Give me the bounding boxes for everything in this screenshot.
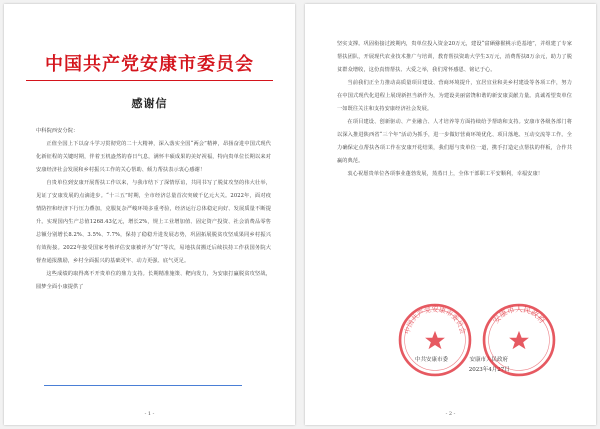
- letter-page-1: [4, 4, 295, 425]
- signature-party: 中共安康市委: [415, 357, 449, 363]
- page-number: - 1 -: [144, 411, 155, 417]
- svg-text:安康市人民政府: [490, 304, 547, 326]
- body-paragraph: 正值全国上下以奋斗学习贯彻党的二十大精神，深入落实全国“两会”精神，昂扬奋进中国式现代化新征程的关键时期，伴着玉机盎然的春日气息，满怀丰硕成果的美好祝福，特向贵单位长期以来对安康经济社会发展和乡村振兴工作的关心帮助、倾力帮扶表示衷心感谢！: [36, 141, 271, 173]
- government-seal: [481, 302, 557, 378]
- body-paragraph: 这些成绩的取得离不开贵单位的鼎力支持。长期精准施策、靶向发力，为安康打赢脱贫攻坚战，圆梦全面小康提供了: [36, 271, 271, 290]
- letterhead: 中国共产党安康市委员会: [45, 54, 254, 75]
- seal-text: 安康市人民政府: [491, 304, 547, 326]
- letter-title: 感谢信: [131, 97, 168, 110]
- body-paragraph: 自贵单位到安康开展帮扶工作以来，与我市结下了深情厚谊，共同书写了脱贫攻坚的伟大壮举，见证了安康发展的点滴进步。“十三五”时期，全市经济总量首次突破千亿元大关。2022年，面对疫情防控和经济下行压力叠加，克服复杂严峻环境多重考验，经济运行总体稳定向好、发展质量不断提升。实现国内生产总值1268.43亿元，增长2%，规上工业增加值、固定资产投资、社会消费品零售总额分别增长8.2%、3.5%、7.7%，保持了稳稳升进发展态势，巩固拓展脱贫攻坚成果同乡村振兴有效衔接。2022年接受国家考核评估安康被评为“好”等次，易地扶贫搬迁后续扶持工作获国务院大督查通报激励，乡村全面振兴的基础更牢、动力更强、底气更足。: [36, 180, 271, 264]
- letter-body-page-2: [337, 38, 572, 181]
- body-paragraph: 当前我们正全力推动高质量项目建设、营商环境提升，宜居宜业和美乡村建设等各项工作，努力在中国式现代化进程上展现新担当新作为，为建设美丽富饶和谐的新安康贡献力量。真诚希望贵单位一如既往关注和支持安康经济社会发展。: [337, 80, 572, 112]
- body-paragraph: 坚实支撑。巩固衔接过渡期内，贵单位投入资金20万元，建设“富硒猕猴桃示范基地”，并组建了专家帮扶团队，开展现代农业技术推广与培训，教育帮扶资助大学生3万元，消费帮扶8万余元，助力了脱贫群众增收，这份真情帮扶、大爱之举，我们常怀感恩、铭记于心。: [337, 41, 572, 73]
- page-number: - 2 -: [445, 411, 456, 417]
- seal-text: 中国共产党安康市委员会: [403, 305, 467, 335]
- party-committee-seal: [397, 302, 473, 378]
- highlight-underline: [44, 385, 242, 386]
- letter-body-page-1: [36, 125, 271, 294]
- body-paragraph: 衷心祝愿贵单位各项事业蓬勃发展，蒸蒸日上，全体干部职工平安顺利，幸福安康！: [347, 171, 544, 177]
- letterhead-rule: [26, 80, 273, 81]
- salutation: 中科院西安分院：: [36, 128, 79, 134]
- body-paragraph: 在项目建设、创新驱动、产业融合、人才培养等方面持续给予帮助和支持。安康市各级各部门将以深入推进陕西省“三个年”活动为抓手，进一步做好营商环境优化、项目落地、互动交流等工作。全力确保定点帮扶各项工作在安康开花结果，我们愿与贵单位一道，携手打造定点帮扶的样板，合作共赢的典范。: [337, 119, 572, 164]
- signature-government: 安康市人民政府: [469, 357, 509, 363]
- signature-date: 2023年4月27日: [468, 367, 510, 373]
- letter-page-2: [305, 4, 596, 425]
